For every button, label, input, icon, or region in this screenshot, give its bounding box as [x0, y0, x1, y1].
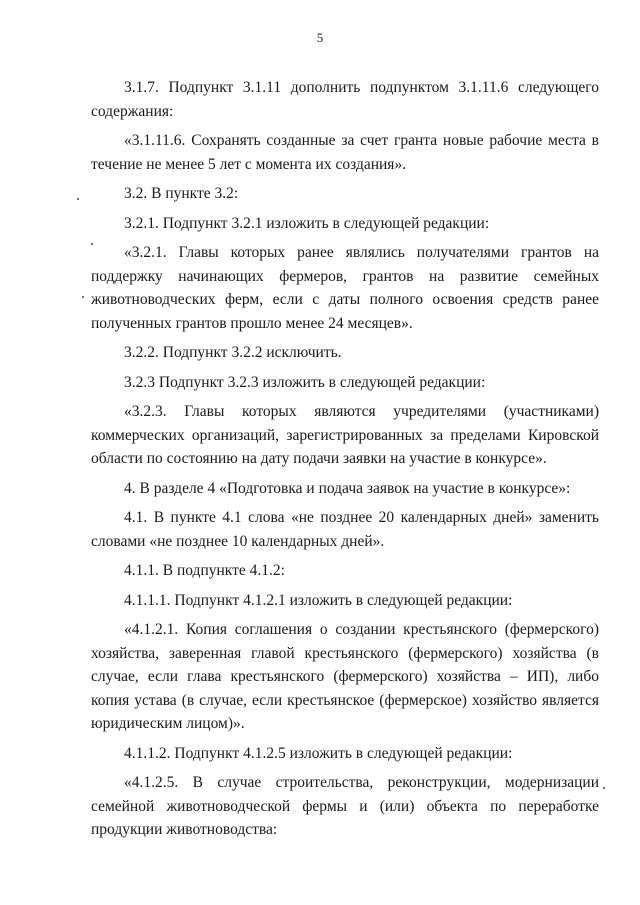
- paragraph-3-2-3-quote: «3.2.3. Главы которых являются учредителями (участниками) коммерческих организаций, зарегистрированных за пределами Кировской области по состоянию на дату подачи заявки на участие в конкурсе».: [91, 403, 599, 467]
- paragraph-3-2-1: 3.2.1. Подпункт 3.2.1 изложить в следующей редакции:: [124, 214, 490, 232]
- paragraph-3-1-7: 3.1.7. Подпункт 3.1.11 дополнить подпунктом 3.1.11.6 следующего содержания:: [91, 79, 599, 120]
- paragraph-4-1-2-1-quote: «4.1.2.1. Копия соглашения о создании крестьянского (фермерского) хозяйства, заверенная главой крестьянского (фермерского) хозяйства (в случае, если глава крестьянского (фермерского) хозяйства – ИП), либо копия устава (в случае, если крестьянское (фермерское) хозяйство является юридическим лицом)».: [91, 621, 599, 732]
- paragraph-4-1-1-1: 4.1.1.1. Подпункт 4.1.2.1 изложить в следующей редакции:: [124, 591, 513, 609]
- paragraph-3-2-2: 3.2.2. Подпункт 3.2.2 исключить.: [124, 344, 342, 361]
- paragraph-3-1-11-6-quote: «3.1.11.6. Сохранять созданные за счет гранта новые рабочие места в течение не менее 5 лет с момента их создания».: [91, 132, 599, 173]
- paragraph-3-2-3: 3.2.3 Подпункт 3.2.3 изложить в следующей редакции:: [124, 373, 486, 391]
- paragraph-4-1: 4.1. В пункте 4.1 слова «не позднее 20 календарных дней» заменить словами «не позднее 10 календарных дней».: [91, 509, 599, 550]
- paragraph-4-1-2-5-quote: «4.1.2.5. В случае строительства, реконструкции, модернизации семейной животноводческой фермы и (или) объекта по переработке продукции животноводства:: [91, 774, 599, 838]
- paragraph-4-1-1-2: 4.1.1.2. Подпункт 4.1.2.5 изложить в следующей редакции:: [124, 744, 513, 762]
- scan-speck: [77, 198, 79, 200]
- scan-speck: [603, 787, 605, 789]
- document-body: [91, 76, 599, 846]
- scan-speck: [82, 296, 84, 298]
- page-number: 5: [316, 30, 324, 45]
- paragraph-4-1-1: 4.1.1. В подпункте 4.1.2:: [124, 562, 285, 579]
- paragraph-3-2-1-quote: «3.2.1. Главы которых ранее являлись получателями грантов на поддержку начинающих фермеров, грантов на развитие семейных животноводческих ферм, если с даты полного освоения средств ранее полученных грантов прошло менее 24 месяцев».: [91, 244, 599, 332]
- paragraph-section-4: 4. В разделе 4 «Подготовка и подача заявок на участие в конкурсе»:: [124, 479, 571, 497]
- paragraph-3-2: 3.2. В пункте 3.2:: [124, 185, 239, 202]
